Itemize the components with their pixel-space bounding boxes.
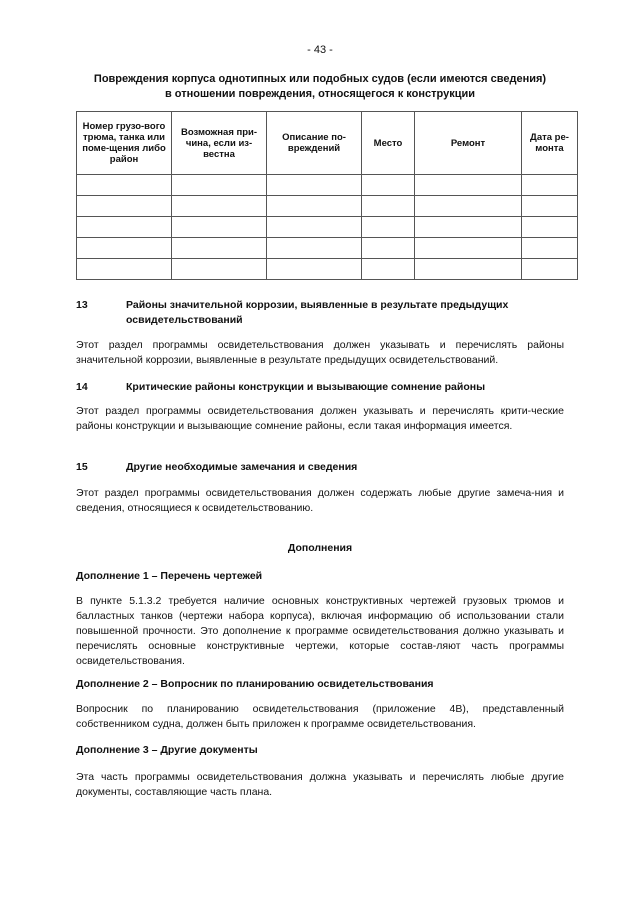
appendix-2-text: Вопросник по планированию освидетельствования (приложение 4В), представленный собственником судна, должен быть приложен к программе освидетельствования. <box>76 703 564 730</box>
header-cell: Дата ре-монта <box>522 112 578 175</box>
section-title: Другие необходимые замечания и сведения <box>126 461 358 473</box>
section-number: 14 <box>76 381 88 393</box>
header-cell: Номер грузо-вого трюма, танка или поме-щения либо район <box>77 112 172 175</box>
page-number: - 43 - <box>307 44 333 56</box>
table-row <box>77 196 578 217</box>
header-cell: Место <box>362 112 415 175</box>
appendix-3-title: Дополнение 3 – Другие документы <box>76 744 258 756</box>
table-row <box>77 259 578 280</box>
header-cell: Возможная при-чина, если из-вестна <box>172 112 267 175</box>
table-row <box>77 175 578 196</box>
table-row <box>77 217 578 238</box>
section-15-text: Этот раздел программы освидетельствования должен содержать любые другие замеча-ния и сведения, относящиеся к освидетельствованию. <box>76 487 564 514</box>
table-row <box>77 238 578 259</box>
section-number: 13 <box>76 299 88 311</box>
section-title: Критические районы конструкции и вызывающие сомнение районы <box>126 381 486 393</box>
appendices-heading: Дополнения <box>287 542 353 554</box>
table-title: Повреждения корпуса однотипных или подобных судов (если имеются сведения) в отношении повреждения, относящегося к конструкции <box>93 73 547 100</box>
appendix-1-title: Дополнение 1 – Перечень чертежей <box>76 570 263 582</box>
section-title: Районы значительной коррозии, выявленные в результате предыдущих освидетельствований <box>126 299 509 326</box>
section-14-text: Этот раздел программы освидетельствования должен указывать и перечислять крити-ческие районы конструкции и вызывающие сомнение районы, если такая информация имеется. <box>76 405 564 432</box>
appendix-3-text: Эта часть программы освидетельствования должна указывать и перечислять любые другие документы, составляющие часть плана. <box>76 771 564 798</box>
header-cell: Ремонт <box>415 112 522 175</box>
appendix-2-title: Дополнение 2 – Вопросник по планированию освидетельствования <box>76 678 434 690</box>
table-header-row <box>77 112 578 175</box>
header-cell: Описание по-вреждений <box>267 112 362 175</box>
damage-table <box>76 111 578 280</box>
section-13-text: Этот раздел программы освидетельствования должен указывать и перечислять районы значительной коррозии, выявленные в результате предыдущих освидетельствований. <box>76 339 564 366</box>
section-number: 15 <box>76 461 88 473</box>
appendix-1-text: В пункте 5.1.3.2 требуется наличие основных конструктивных чертежей грузовых трюмов и балластных танков (чертежи набора корпуса), включая информацию об использовании стали повышенной прочности. Это дополнение к программе освидетельствования должно указывать и перечислять основные конструктивные чертежи, которые состав-ляют часть программы освидетельствования. <box>76 595 564 667</box>
